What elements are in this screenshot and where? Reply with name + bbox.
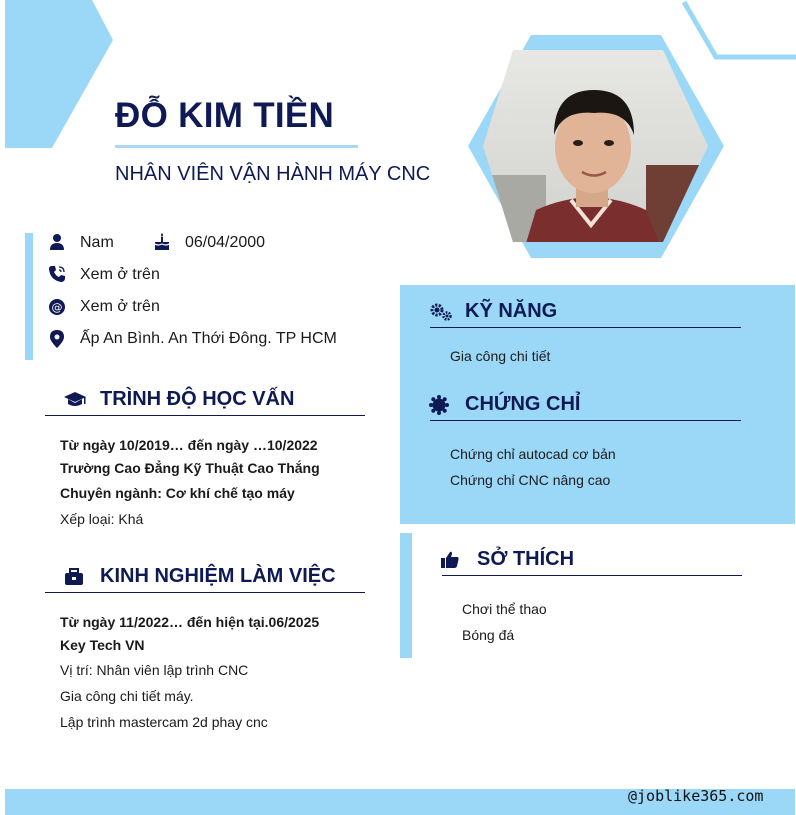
skills-divider <box>430 327 741 328</box>
profile-photo <box>466 35 726 260</box>
education-school: Trường Cao Đẳng Kỹ Thuật Cao Thắng <box>60 460 320 476</box>
contact-accent-bar <box>25 233 33 360</box>
certificate-item: Chứng chỉ autocad cơ bản <box>450 446 616 462</box>
experience-divider <box>45 592 365 593</box>
education-period: Từ ngày 10/2019… đến ngày …10/2022 <box>60 437 318 453</box>
birthday-value: 06/04/2000 <box>185 234 266 251</box>
gears-icon <box>429 302 453 322</box>
job-title: NHÂN VIÊN VẬN HÀNH MÁY CNC <box>115 163 431 185</box>
experience-title: KINH NGHIỆM LÀM VIỆC <box>100 565 336 587</box>
phone-value: Xem ở trên <box>80 266 160 283</box>
experience-line: Lập trình mastercam 2d phay cnc <box>60 714 268 730</box>
graduation-cap-icon <box>63 391 87 409</box>
candidate-name: ĐỖ KIM TIỀN <box>115 96 335 135</box>
thumbs-up-icon <box>441 551 459 568</box>
decorative-hexagon-top-left <box>0 0 120 150</box>
hobby-item: Chơi thể thao <box>462 601 547 617</box>
address-value: Ấp An Bình. An Thới Đông. TP HCM <box>80 330 337 347</box>
user-icon <box>48 233 66 251</box>
education-grade: Xếp loại: Khá <box>60 511 144 527</box>
experience-period: Từ ngày 11/2022… đến hiện tại.06/2025 <box>60 614 320 630</box>
certificates-divider <box>430 420 741 421</box>
location-pin-icon <box>48 330 66 348</box>
svg-text:@: @ <box>51 301 63 314</box>
certificate-item: Chứng chỉ CNC nâng cao <box>450 472 611 488</box>
hobbies-accent-bar <box>400 533 412 658</box>
hobbies-title: SỞ THÍCH <box>477 548 575 570</box>
experience-company: Key Tech VN <box>60 637 145 653</box>
gender-value: Nam <box>80 234 114 251</box>
skill-item: Gia công chi tiết <box>450 348 551 364</box>
experience-line: Gia công chi tiết máy. <box>60 688 194 704</box>
education-major: Chuyên ngành: Cơ khí chế tạo máy <box>60 485 295 501</box>
briefcase-icon <box>64 568 84 586</box>
certificate-icon <box>429 395 449 415</box>
certificates-title: CHỨNG CHỈ <box>465 393 581 415</box>
email-value: Xem ở trên <box>80 298 160 315</box>
at-icon <box>48 298 66 316</box>
education-divider <box>45 415 365 416</box>
skills-title: KỸ NĂNG <box>465 300 558 322</box>
education-title: TRÌNH ĐỘ HỌC VẤN <box>100 388 295 410</box>
phone-icon <box>48 265 66 283</box>
skills-certificates-panel <box>400 285 795 524</box>
hobbies-divider <box>442 575 742 576</box>
experience-line: Vị trí: Nhân viên lập trình CNC <box>60 662 249 678</box>
footer-watermark: @joblike365.com <box>628 787 764 805</box>
cake-icon <box>153 233 171 251</box>
hobby-item: Bóng đá <box>462 627 515 643</box>
name-underline <box>115 145 358 148</box>
